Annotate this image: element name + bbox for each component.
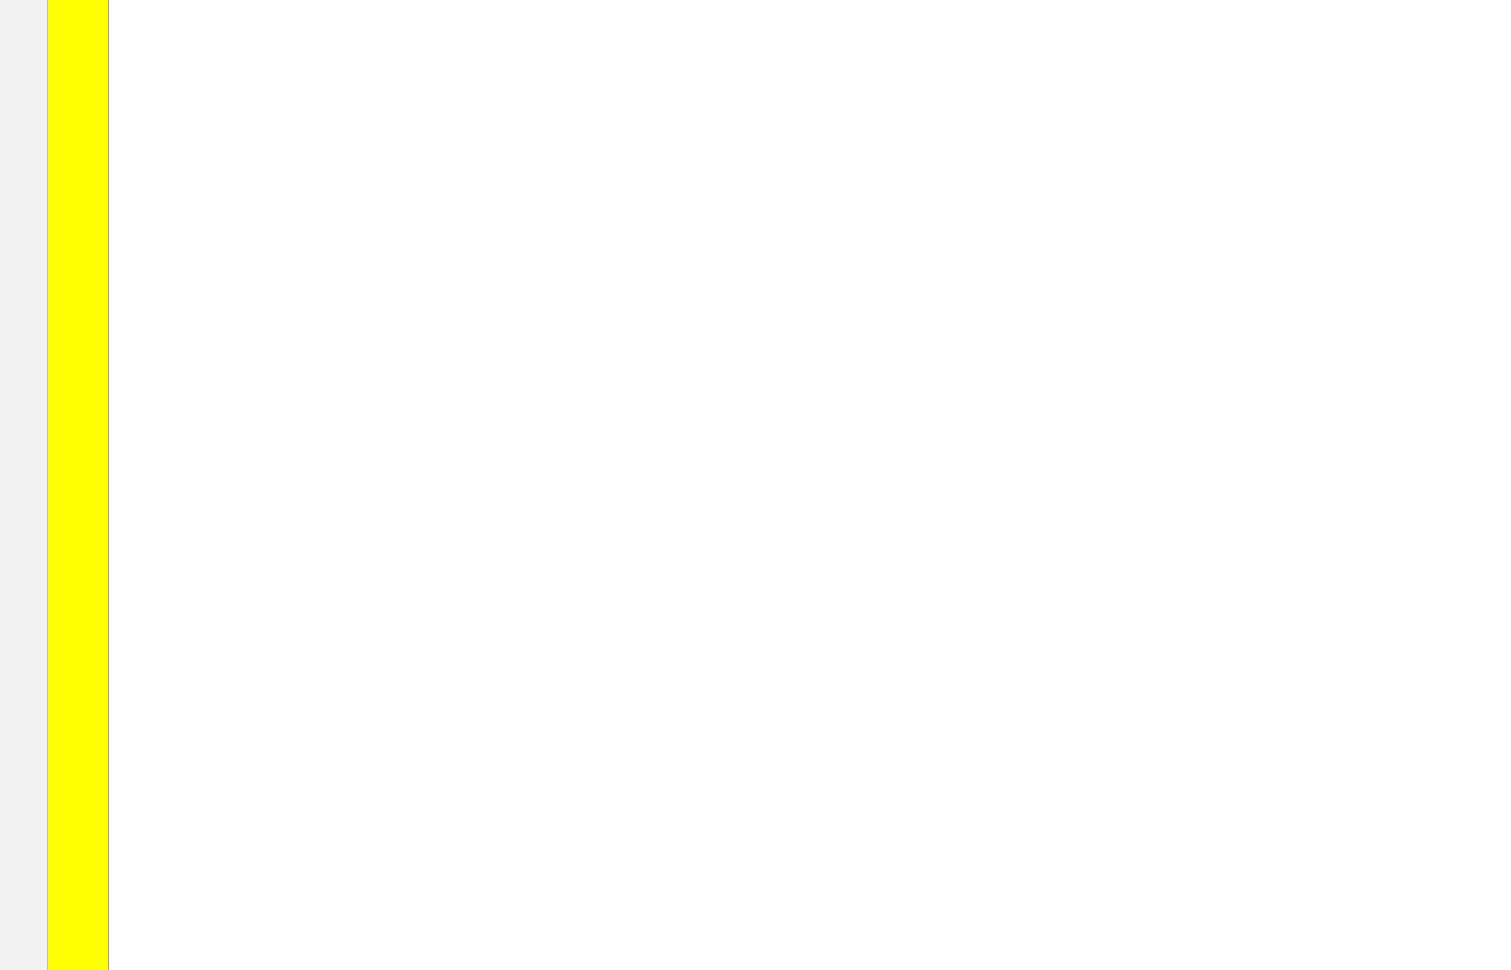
row-header-column (0, 0, 48, 970)
highlighted-column[interactable] (48, 0, 109, 970)
